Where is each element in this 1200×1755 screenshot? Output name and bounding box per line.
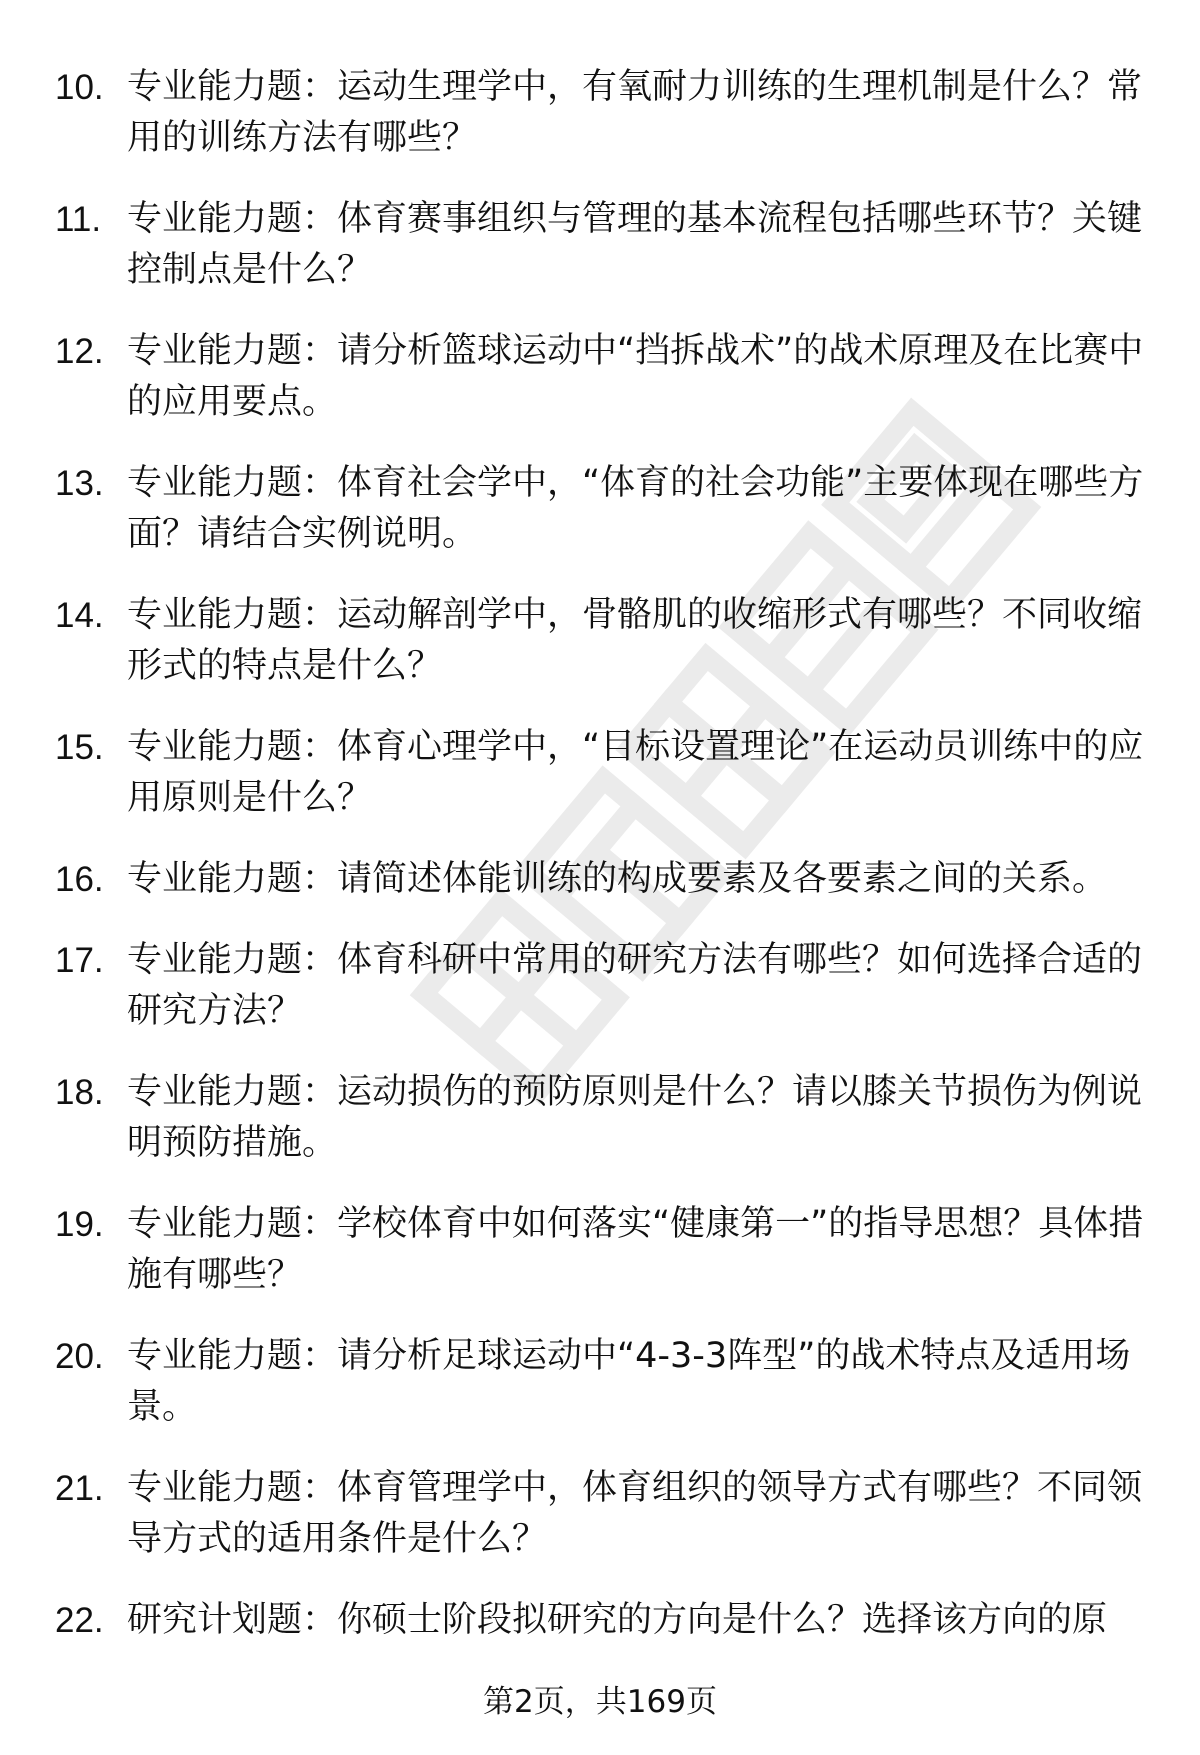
question-text: 专业能力题：体育心理学中，“目标设置理论”在运动员训练中的应用原则是什么？ xyxy=(127,727,1144,818)
question-number: 14. xyxy=(55,596,104,635)
question-number: 20. xyxy=(55,1337,104,1376)
question-number: 15. xyxy=(55,728,104,767)
question-list xyxy=(55,62,1145,1676)
question-text: 专业能力题：体育管理学中，体育组织的领导方式有哪些？不同领导方式的适用条件是什么？ xyxy=(127,1468,1143,1559)
question-text: 专业能力题：运动生理学中，有氧耐力训练的生理机制是什么？常用的训练方法有哪些？ xyxy=(127,67,1143,158)
question-number: 13. xyxy=(55,464,104,503)
question-text: 专业能力题：体育社会学中，“体育的社会功能”主要体现在哪些方面？请结合实例说明。 xyxy=(127,463,1144,554)
question-number: 21. xyxy=(55,1469,104,1508)
question-text: 研究计划题：你硕士阶段拟研究的方向是什么？选择该方向的原 xyxy=(127,1600,1108,1640)
question-item xyxy=(55,458,1145,560)
question-item xyxy=(55,1067,1145,1169)
question-text: 专业能力题：体育科研中常用的研究方法有哪些？如何选择合适的研究方法？ xyxy=(127,940,1143,1031)
question-text: 专业能力题：请分析足球运动中“4-3-3阵型”的战术特点及适用场景。 xyxy=(127,1336,1131,1427)
question-item xyxy=(55,326,1145,428)
question-item xyxy=(55,1331,1145,1433)
question-text: 专业能力题：运动损伤的预防原则是什么？请以膝关节损伤为例说明预防措施。 xyxy=(127,1072,1143,1163)
question-item xyxy=(55,590,1145,692)
question-number: 10. xyxy=(55,68,104,107)
question-number: 17. xyxy=(55,941,104,980)
question-item xyxy=(55,854,1145,905)
question-text: 专业能力题：学校体育中如何落实“健康第一”的指导思想？具体措施有哪些？ xyxy=(127,1204,1144,1295)
question-text: 专业能力题：请简述体能训练的构成要素及各要素之间的关系。 xyxy=(127,859,1108,899)
question-text: 专业能力题：体育赛事组织与管理的基本流程包括哪些环节？关键控制点是什么？ xyxy=(127,199,1143,290)
question-text: 专业能力题：运动解剖学中，骨骼肌的收缩形式有哪些？不同收缩形式的特点是什么？ xyxy=(127,595,1143,686)
question-text: 专业能力题：请分析篮球运动中“挡拆战术”的战术原理及在比赛中的应用要点。 xyxy=(127,331,1144,422)
page-footer: 第2页，共169页 xyxy=(483,1684,717,1720)
question-number: 19. xyxy=(55,1205,104,1244)
question-number: 18. xyxy=(55,1073,104,1112)
question-number: 12. xyxy=(55,332,104,371)
question-number: 22. xyxy=(55,1601,104,1640)
question-item xyxy=(55,62,1145,164)
question-item xyxy=(55,194,1145,296)
question-item xyxy=(55,1463,1145,1565)
question-item xyxy=(55,722,1145,824)
question-item xyxy=(55,935,1145,1037)
question-number: 16. xyxy=(55,860,104,899)
question-item xyxy=(55,1595,1145,1646)
question-item xyxy=(55,1199,1145,1301)
question-number: 11. xyxy=(55,200,102,239)
